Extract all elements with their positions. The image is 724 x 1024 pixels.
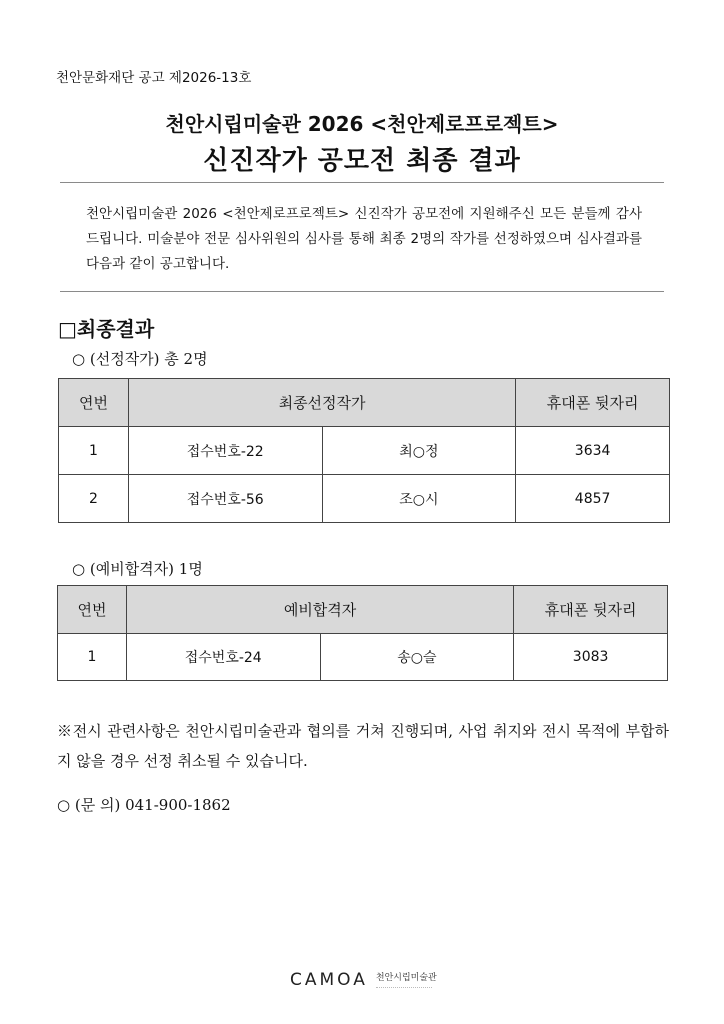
cell-name: 최○정	[322, 427, 516, 475]
header-phone: 휴대폰 뒷자리	[516, 379, 670, 427]
cell-phone: 4857	[516, 475, 670, 523]
cell-no: 2	[59, 475, 129, 523]
selected-table	[58, 378, 670, 523]
logo-mark: CAMOA	[290, 970, 368, 990]
cell-receipt: 접수번호-24	[126, 634, 320, 681]
cell-receipt: 접수번호-22	[128, 427, 322, 475]
cell-receipt: 접수번호-56	[128, 475, 322, 523]
cell-phone: 3083	[514, 634, 668, 681]
logo-subline	[376, 987, 432, 988]
divider-top	[60, 182, 664, 183]
table-header-row	[59, 379, 670, 427]
contact-info: ○ (문 의) 041-900-1862	[57, 796, 231, 814]
header-no: 연번	[59, 379, 129, 427]
reserve-table	[57, 585, 668, 681]
notice-number: 천안문화재단 공고 제2026-13호	[56, 70, 252, 86]
cell-phone: 3634	[516, 427, 670, 475]
footnote: ※전시 관련사항은 천안시립미술관과 협의를 거쳐 진행되며, 사업 취지와 전시 목적에 부합하지 않을 경우 선정 취소될 수 있습니다.	[57, 722, 669, 770]
cell-name: 조○시	[322, 475, 516, 523]
cell-name: 송○슬	[320, 634, 514, 681]
header-no: 연번	[58, 586, 127, 634]
header-phone: 휴대폰 뒷자리	[514, 586, 668, 634]
table-row	[59, 475, 670, 523]
table-row	[59, 427, 670, 475]
camoa-logo	[290, 970, 437, 990]
divider-bottom	[60, 291, 664, 292]
cell-no: 1	[59, 427, 129, 475]
table-header-row	[58, 586, 668, 634]
title-line-2: 신진작가 공모전 최종 결과	[203, 146, 521, 176]
logo-name: 천안시립미술관	[375, 972, 437, 983]
section-title: □최종결과	[58, 317, 155, 341]
table-row	[58, 634, 668, 681]
cell-no: 1	[58, 634, 127, 681]
intro-paragraph: 천안시립미술관 2026 <천안제로프로젝트> 신진작가 공모전에 지원해주신 모든 분들께 감사드립니다. 미술분야 전문 심사위원의 심사를 통해 최종 2명의 작가를 선정하였으며 심사결과를 다음과 같이 공고합니다.	[86, 206, 642, 272]
header-artist: 최종선정작가	[128, 379, 515, 427]
reserve-heading: ○ (예비합격자) 1명	[72, 560, 203, 578]
selected-heading: ○ (선정작가) 총 2명	[72, 350, 208, 368]
header-reserve: 예비합격자	[126, 586, 513, 634]
title-line-1: 천안시립미술관 2026 <천안제로프로젝트>	[165, 112, 559, 136]
